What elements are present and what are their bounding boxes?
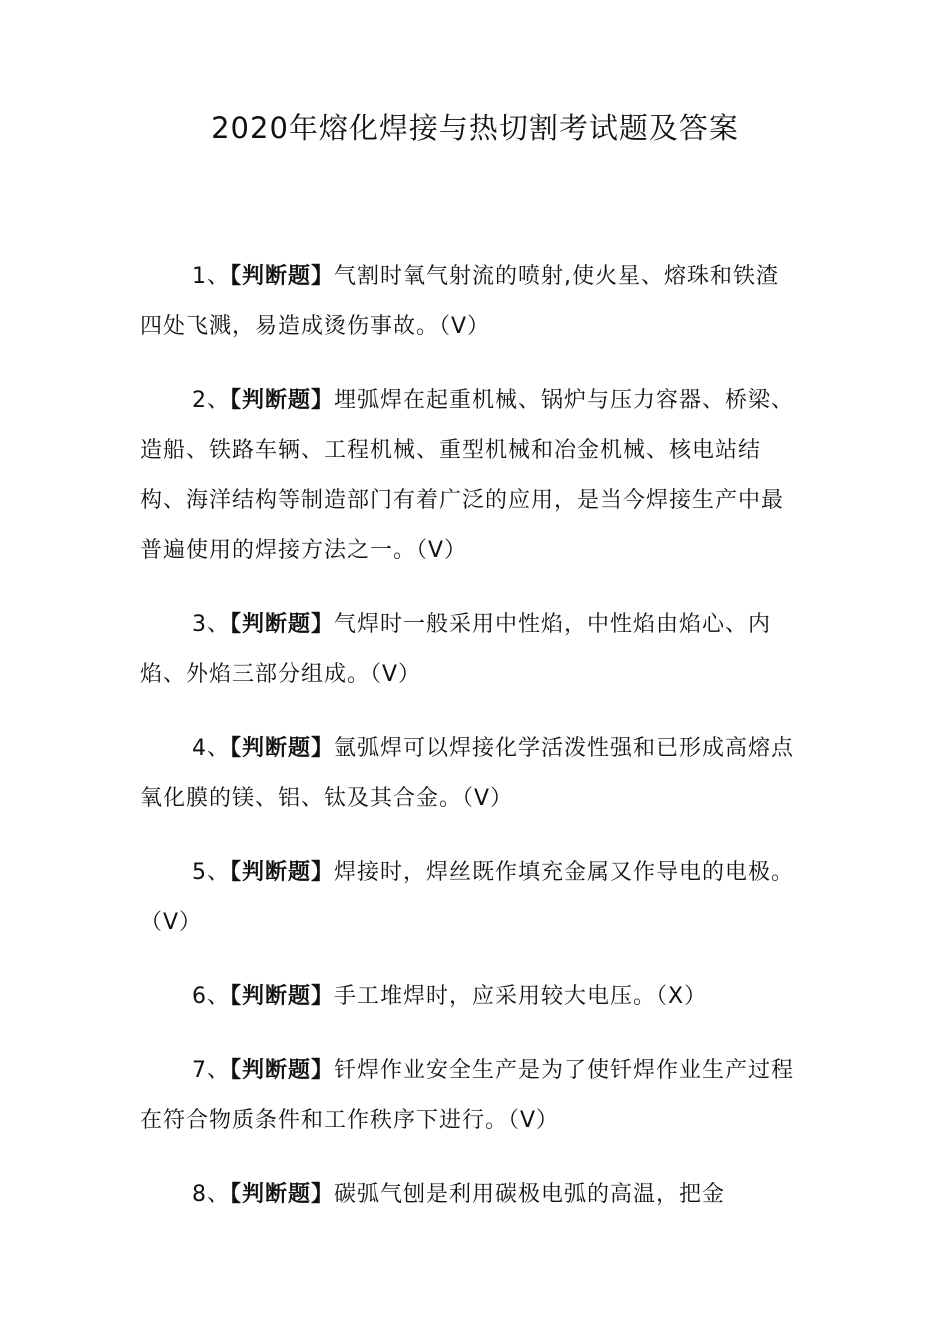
question-text: 气焊时一般采用中性焰，中性焰由焰心、内焰、外焰三部分组成。（V） [140,612,772,687]
question-text: 碳弧气刨是利用碳极电弧的高温，把金 [334,1182,726,1207]
document-title: 2020年熔化焊接与热切割考试题及答案 [211,111,739,145]
question-number: 8、 [192,1182,230,1207]
question-type: 【判断题】 [230,264,335,289]
question-text: 手工堆焊时，应采用较大电压。（X） [334,984,708,1009]
question-item [140,252,800,352]
question-item [140,376,800,576]
question-text: 钎焊作业安全生产是为了使钎焊作业生产过程在符合物质条件和工作秩序下进行。（V） [140,1058,795,1133]
question-number: 3、 [192,612,230,637]
question-type: 【判断题】 [230,860,335,885]
question-number: 6、 [192,984,230,1009]
question-number: 5、 [192,860,230,885]
question-item [140,600,800,700]
question-text: 埋弧焊在起重机械、锅炉与压力容器、桥梁、造船、铁路车辆、工程机械、重型机械和冶金机械、核电站结构、海洋结构等制造部门有着广泛的应用，是当今焊接生产中最普遍使用的焊接方法之一。（V） [140,388,795,563]
question-item [140,1170,800,1220]
question-number: 1、 [192,264,230,289]
question-text: 气割时氧气射流的喷射,使火星、熔珠和铁渣四处飞溅，易造成烫伤事故。（V） [140,264,780,339]
question-text: 氩弧焊可以焊接化学活泼性强和已形成高熔点氧化膜的镁、铝、钛及其合金。（V） [140,736,795,811]
question-list [140,252,800,1244]
question-type: 【判断题】 [230,736,335,761]
question-number: 4、 [192,736,230,761]
question-item [140,972,800,1022]
question-type: 【判断题】 [230,388,335,413]
question-type: 【判断题】 [230,612,335,637]
question-item [140,724,800,824]
question-number: 7、 [192,1058,230,1083]
question-item [140,848,800,948]
question-type: 【判断题】 [230,1182,335,1207]
question-type: 【判断题】 [230,984,335,1009]
question-item [140,1046,800,1146]
question-number: 2、 [192,388,230,413]
question-text: 焊接时，焊丝既作填充金属又作导电的电极。（V） [140,860,795,935]
question-type: 【判断题】 [230,1058,335,1083]
